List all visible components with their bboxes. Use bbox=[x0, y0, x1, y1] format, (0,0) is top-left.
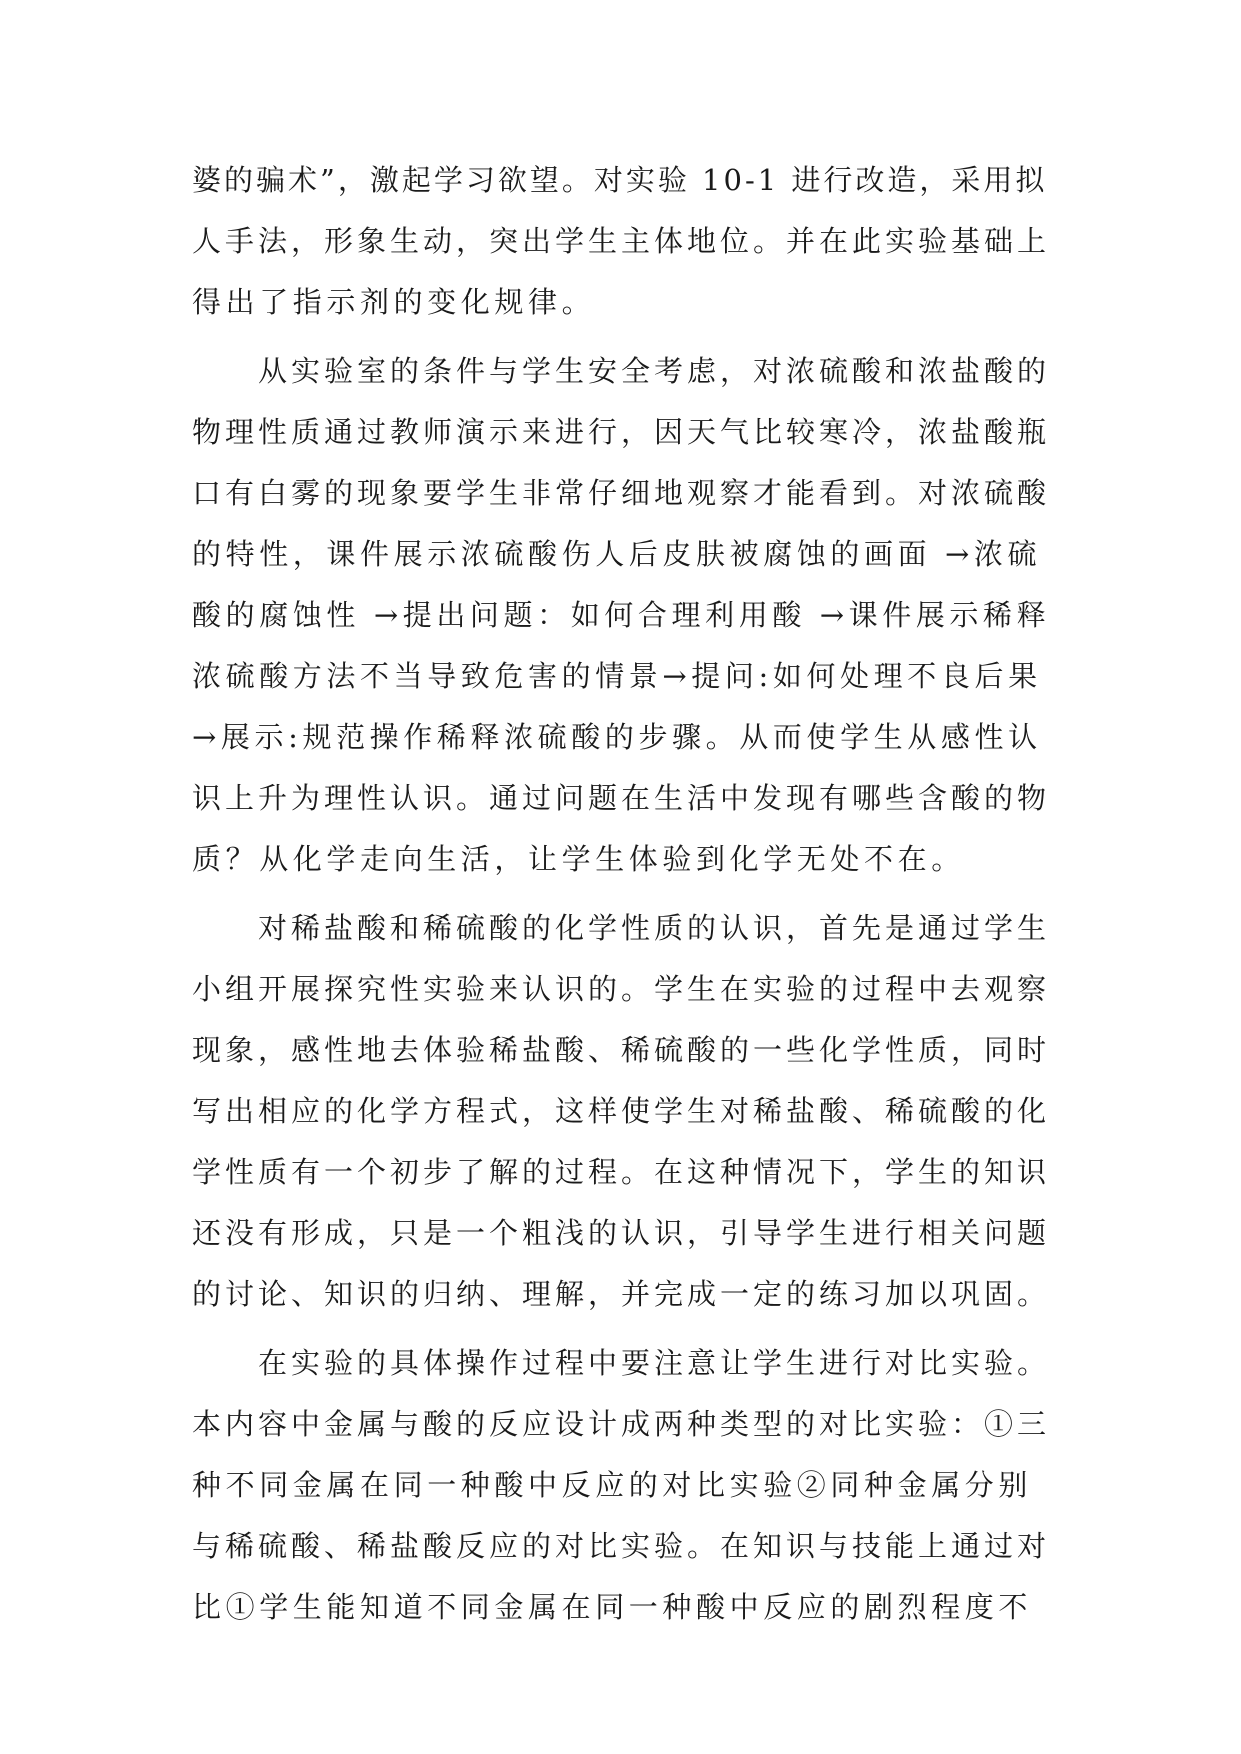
text-line: 学性质有一个初步了解的过程。在这种情况下，学生的知识 bbox=[192, 1155, 1051, 1189]
text-line: 小组开展探究性实验来认识的。学生在实验的过程中去观察 bbox=[192, 972, 1051, 1006]
text-line: 本内容中金属与酸的反应设计成两种类型的对比实验：①三 bbox=[192, 1407, 1051, 1441]
text-line: 在实验的具体操作过程中要注意让学生进行对比实验。 bbox=[258, 1346, 1051, 1380]
text-line: 口有白雾的现象要学生非常仔细地观察才能看到。对浓硫酸 bbox=[192, 476, 1051, 510]
text-line: 浓硫酸方法不当导致危害的情景→提问:如何处理不良后果 bbox=[192, 659, 1042, 693]
text-line: 对稀盐酸和稀硫酸的化学性质的认识，首先是通过学生 bbox=[258, 911, 1051, 945]
text-line: 现象，感性地去体验稀盐酸、稀硫酸的一些化学性质，同时 bbox=[192, 1033, 1051, 1067]
text-line: 还没有形成，只是一个粗浅的认识，引导学生进行相关问题 bbox=[192, 1216, 1051, 1250]
paragraph-2 bbox=[192, 341, 1052, 890]
text-line: 从实验室的条件与学生安全考虑，对浓硫酸和浓盐酸的 bbox=[258, 354, 1051, 388]
paragraph-3 bbox=[192, 898, 1052, 1325]
paragraph-1 bbox=[192, 150, 1052, 333]
text-line: 写出相应的化学方程式，这样使学生对稀盐酸、稀硫酸的化 bbox=[192, 1094, 1051, 1128]
text-line: →展示:规范操作稀释浓硫酸的步骤。从而使学生从感性认 bbox=[192, 720, 1042, 754]
text-line: 种不同金属在同一种酸中反应的对比实验②同种金属分别 bbox=[192, 1468, 1033, 1502]
text-line: 比①学生能知道不同金属在同一种酸中反应的剧烈程度不 bbox=[192, 1590, 1033, 1624]
text-line: 识上升为理性认识。通过问题在生活中发现有哪些含酸的物 bbox=[192, 781, 1051, 815]
text-line: 的特性，课件展示浓硫酸伤人后皮肤被腐蚀的画面 →浓硫 bbox=[192, 537, 1042, 571]
text-line: 物理性质通过教师演示来进行，因天气比较寒冷，浓盐酸瓶 bbox=[192, 415, 1051, 449]
text-line: 与稀硫酸、稀盐酸反应的对比实验。在知识与技能上通过对 bbox=[192, 1529, 1051, 1563]
text-line: 酸的腐蚀性 →提出问题：如何合理利用酸 →课件展示稀释 bbox=[192, 598, 1051, 632]
text-line: 婆的骗术”，激起学习欲望。对实验 10-1 进行改造，采用拟 bbox=[192, 163, 1048, 197]
text-line: 的讨论、知识的归纳、理解，并完成一定的练习加以巩固。 bbox=[192, 1277, 1051, 1311]
document-body bbox=[192, 150, 1052, 1638]
text-line: 人手法，形象生动，突出学生主体地位。并在此实验基础上 bbox=[192, 224, 1051, 258]
paragraph-4 bbox=[192, 1333, 1052, 1638]
text-line: 质？从化学走向生活，让学生体验到化学无处不在。 bbox=[192, 842, 965, 876]
text-line: 得出了指示剂的变化规律。 bbox=[192, 285, 596, 319]
